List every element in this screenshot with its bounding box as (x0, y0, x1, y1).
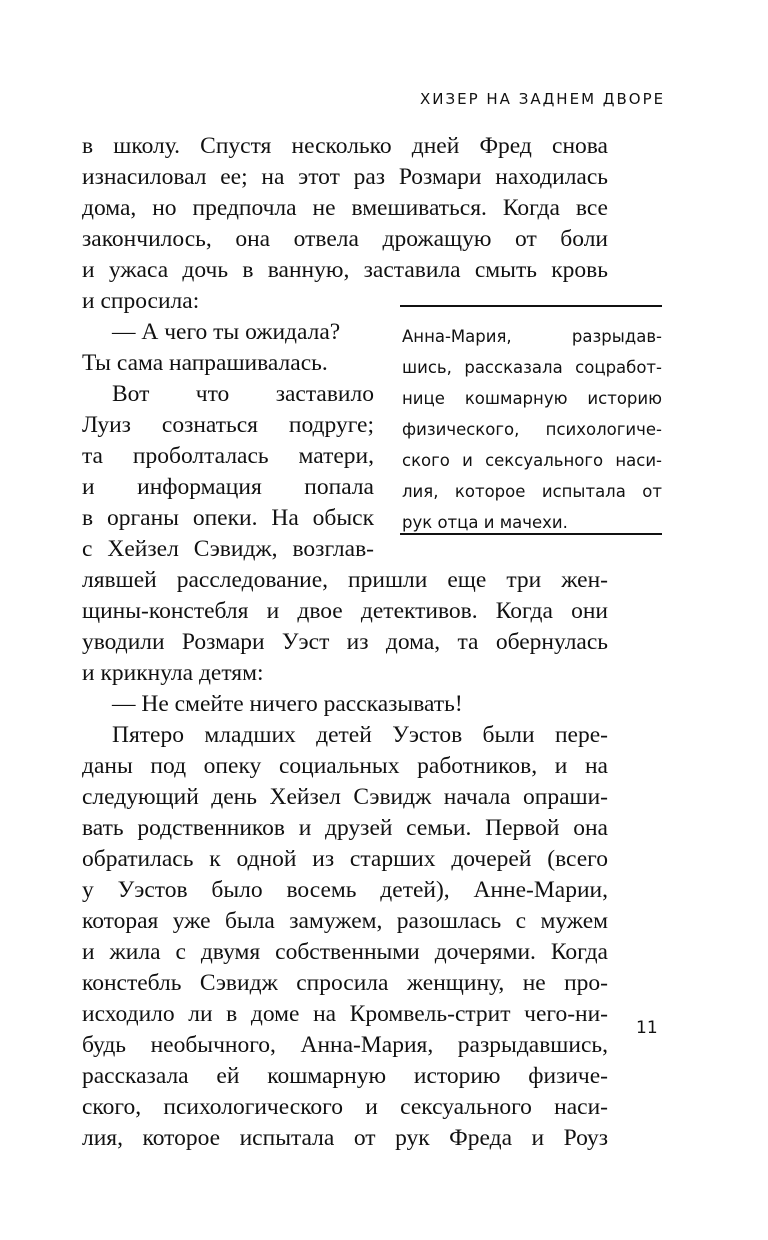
text-line: изнасиловал ее; на этот раз Розмари находилась (82, 164, 608, 190)
pull-quote-line: нице кошмарную историю (402, 389, 662, 408)
text-line: с Хейзел Сэвидж, возглав- (82, 536, 374, 562)
text-line: следующий день Хейзел Сэвидж начала опраши- (82, 784, 608, 810)
pull-quote-line: Анна-Мария, разрыдав- (402, 327, 662, 346)
text-line: Ты сама напрашивалась. (82, 350, 328, 376)
text-line: — Не смейте ничего рассказывать! (112, 691, 463, 717)
text-line: та проболталась матери, (82, 443, 374, 469)
text-line: Луиз сознаться подруге; (82, 412, 374, 438)
text-line: Пятеро младших детей Уэстов были пере- (112, 722, 608, 748)
text-line: лия, которое испытала от рук Фреда и Роуз (82, 1125, 608, 1151)
pull-quote-bottom-rule (400, 533, 662, 535)
pull-quote-line: физического, психологиче- (402, 420, 662, 439)
text-line: лявшей расследование, пришли еще три жен- (82, 567, 608, 593)
text-line: в школу. Спустя несколько дней Фред снова (82, 133, 608, 159)
text-line: в органы опеки. На обыск (82, 505, 374, 531)
running-head: ХИЗЕР НА ЗАДНЕМ ДВОРЕ (420, 90, 666, 108)
text-line: у Уэстов было восемь детей), Анне-Марии, (82, 877, 608, 903)
text-line: обратилась к одной из старших дочерей (всего (82, 846, 608, 872)
page-number: 11 (636, 1018, 658, 1038)
text-line: закончилось, она отвела дрожащую от боли (82, 226, 608, 252)
text-line: и спросила: (82, 288, 200, 314)
text-line: и жила с двумя собственными дочерями. Когда (82, 939, 608, 965)
text-line: ского, психологического и сексуального наси- (82, 1094, 608, 1120)
pull-quote-line: рук отца и мачехи. (402, 513, 568, 532)
text-line: констебль Сэвидж спросила женщину, не про- (82, 970, 608, 996)
text-line: рассказала ей кошмарную историю физиче- (82, 1063, 608, 1089)
text-line: и ужаса дочь в ванную, заставила смыть кровь (82, 257, 608, 283)
text-line: исходило ли в доме на Кромвель-стрит чего-ни- (82, 1001, 608, 1027)
text-line: которая уже была замужем, разошлась с мужем (82, 908, 608, 934)
text-line: вать родственников и друзей семьи. Первой она (82, 815, 608, 841)
text-line: даны под опеку социальных работников, и на (82, 753, 608, 779)
text-line: будь необычного, Анна-Мария, разрыдавшись, (82, 1032, 608, 1058)
text-line: щины-констебля и двое детективов. Когда они (82, 598, 608, 624)
pull-quote-line: ского и сексуального наси- (402, 451, 662, 470)
text-line: — А чего ты ожидала? (112, 319, 341, 345)
pull-quote-line: шись, рассказала соцработ- (402, 358, 662, 377)
text-line: и крикнула детям: (82, 660, 264, 686)
pull-quote-line: лия, которое испытала от (402, 482, 662, 501)
text-line: и информация попала (82, 474, 374, 500)
text-line: уводили Розмари Уэст из дома, та обернулась (82, 629, 608, 655)
text-line: Вот что заставило (112, 381, 374, 407)
text-line: дома, но предпочла не вмешиваться. Когда все (82, 195, 608, 221)
pull-quote-top-rule (400, 305, 662, 307)
